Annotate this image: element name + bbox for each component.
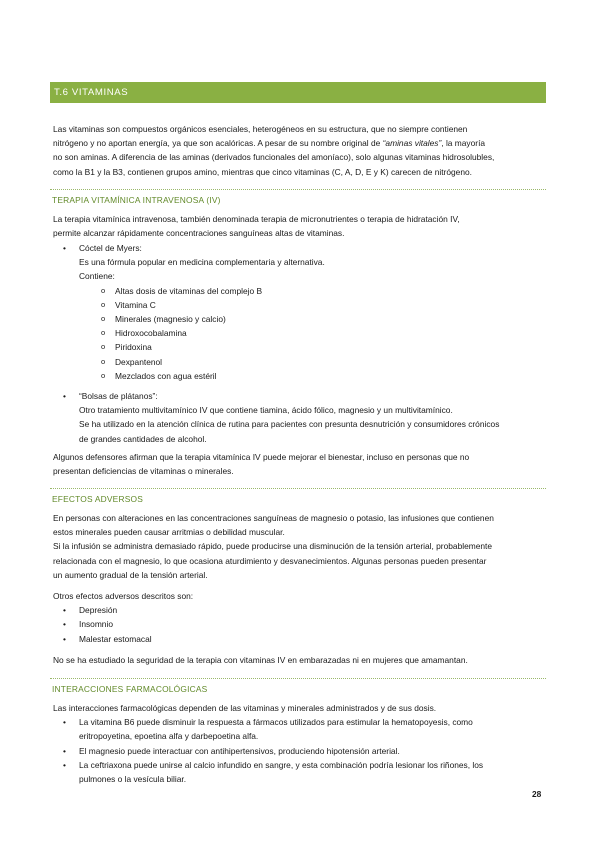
bullet-icon: • bbox=[63, 243, 66, 253]
chapter-title-bar bbox=[50, 82, 546, 103]
terapia-paragraph: La terapia vitamínica intravenosa, también denominada terapia de micronutrientes o terapia de hidratación IV, permite alcanzar rápidamente concentraciones sanguíneas altas de vitaminas. bbox=[53, 214, 460, 239]
sub-bullet-icon: o bbox=[101, 370, 106, 380]
bolsas-title: “Bolsas de plátanos”: bbox=[79, 391, 158, 401]
sub-list-item: o Hidroxocobalamina bbox=[53, 326, 545, 340]
section-divider bbox=[50, 678, 546, 679]
sub-bullet-icon: o bbox=[101, 299, 106, 309]
bullet-icon: • bbox=[63, 605, 66, 616]
list-item: • Depresión bbox=[53, 603, 545, 617]
sub-bullet-icon: o bbox=[101, 285, 106, 295]
intro-line: como la B1 y la B3, contienen grupos amino, mientras que cinco vitaminas (C, A, D, E y K) carecen de nitrógeno. bbox=[53, 166, 472, 177]
bullet-icon: • bbox=[63, 619, 66, 630]
embarazadas-paragraph: No se ha estudiado la seguridad de la terapia con vitaminas IV en embarazadas ni en mujeres que amamantan. bbox=[53, 655, 468, 665]
bullet-icon: • bbox=[63, 745, 66, 756]
chapter-title: T.6 VITAMINAS bbox=[54, 87, 129, 98]
list-item: • La ceftriaxona puede unirse al calcio infundido en sangre, y esta combinación podría lesionar los riñones, los bbox=[53, 758, 545, 772]
myers-title: Cóctel de Myers: bbox=[79, 243, 142, 253]
sub-list-item: o Mezclados con agua estéril bbox=[53, 369, 545, 383]
intro-line: Las vitaminas son compuestos orgánicos esenciales, heterogéneos en su estructura, que no siempre contienen bbox=[53, 124, 468, 134]
myers-list-item bbox=[53, 241, 545, 383]
defensores-paragraph: Algunos defensores afirman que la terapia vitamínica IV puede mejorar el bienestar, incluso en personas que no presentan deficiencias de vitaminas o minerales. bbox=[53, 452, 470, 477]
sub-bullet-icon: o bbox=[101, 342, 106, 352]
section-heading-efectos: EFECTOS ADVERSOS bbox=[52, 494, 144, 504]
section-heading-terapia: TERAPIA VITAMÍNICA INTRAVENOSA (IV) bbox=[52, 195, 221, 205]
sub-list-item: o Minerales (magnesio y calcio) bbox=[53, 312, 545, 326]
sub-list-item: o Piridoxina bbox=[53, 340, 545, 354]
bullet-icon: • bbox=[63, 717, 66, 728]
bullet-icon: • bbox=[63, 633, 66, 644]
list-item: • El magnesio puede interactuar con antihipertensivos, produciendo hipotensión arterial. bbox=[53, 744, 545, 758]
otros-efectos: Otros efectos adversos descritos son: • Depresión • Insomnio • Malestar estomacal bbox=[53, 589, 545, 646]
intro-paragraph bbox=[53, 122, 545, 179]
section-divider bbox=[50, 488, 546, 489]
section-divider bbox=[50, 189, 546, 190]
sub-bullet-icon: o bbox=[101, 356, 106, 366]
sub-bullet-icon: o bbox=[101, 328, 106, 338]
intro-line: nitrógeno y no aportan energía, ya que son acalóricas. A pesar de su nombre original de “aminas vitales”, la mayoría bbox=[53, 138, 486, 149]
bolsas-list-item: • “Bolsas de plátanos”: Otro tratamiento multivitamínico IV que contiene tiamina, ácido fólico, magnesio y un multivitamínico. Se ha utilizado en la atención clínica de rutina para pacientes con presunta desnutrición y consumidores crónicos de grandes cantidades de alcohol. bbox=[63, 391, 500, 444]
list-item: • La vitamina B6 puede disminuir la respuesta a fármacos utilizados para estimular la hematopoyesis, como bbox=[53, 715, 545, 729]
myers-description: Es una fórmula popular en medicina complementaria y alternativa. bbox=[79, 257, 325, 268]
bullet-icon: • bbox=[63, 391, 66, 401]
bullet-icon: • bbox=[63, 759, 66, 770]
sub-list-item: o Vitamina C bbox=[53, 298, 545, 312]
myers-contiene: Contiene: bbox=[79, 271, 115, 282]
sub-list-item: o Altas dosis de vitaminas del complejo B bbox=[53, 284, 545, 298]
list-item: • Malestar estomacal bbox=[53, 632, 545, 646]
intro-line: no son aminas. A diferencia de las aminas (derivados funcionales del amoníaco), solo algunas vitaminas hidrosolubles, bbox=[53, 152, 495, 163]
section-heading-interacciones: INTERACCIONES FARMACOLÓGICAS bbox=[52, 684, 208, 694]
page-number: 28 bbox=[532, 789, 542, 799]
efectos-paragraph: En personas con alteraciones en las concentraciones sanguíneas de magnesio o potasio, las infusiones que contienen estos minerales pueden causar arritmias o debilidad muscular. Si la infusión se administra demasiado rápido, puede producirse una disminución de la tensión arterial, probablemente relacionada con el magnesio, lo que ocasiona aturdimiento y desvanecimientos. Algunas personas pueden presentar un aumento gradual de la tensión arterial. bbox=[53, 513, 494, 580]
list-item: • Insomnio bbox=[53, 617, 545, 631]
interacciones-section: Las interacciones farmacológicas dependen de las vitaminas y minerales administrados y de sus dosis. • La vitamina B6 puede disminuir la respuesta a fármacos utilizados para estimular la hematopoyesis, como eritropoyetina, epoetina alfa y darbepoetina alfa. • El magnesio puede interactuar con antihipertensivos, produciendo hipotensión arterial. • La ceftriaxona puede unirse al calcio infundido en sangre, y esta combinación podría lesionar los riñones, los pulmones o la vesícula biliar. bbox=[53, 701, 545, 786]
sub-list-item: o Dexpantenol bbox=[53, 355, 545, 369]
intro-emphasis: “aminas vitales” bbox=[382, 138, 442, 149]
sub-bullet-icon: o bbox=[101, 314, 106, 324]
